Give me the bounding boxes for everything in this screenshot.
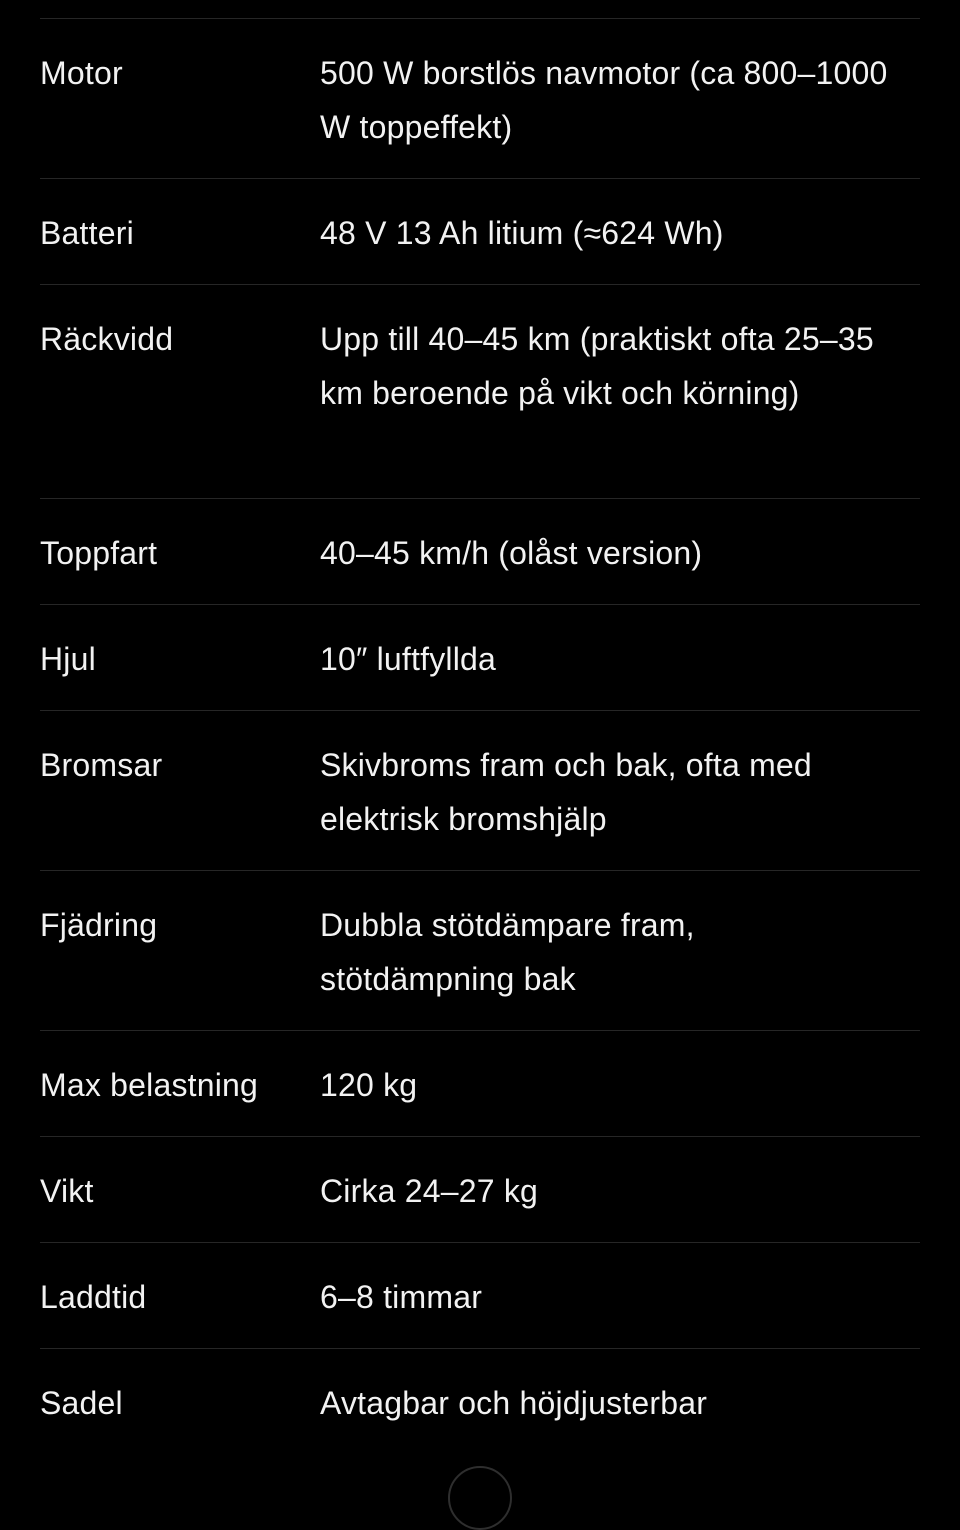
spec-value: 120 kg <box>320 1067 418 1103</box>
spec-label: Fjädring <box>40 907 158 943</box>
spec-label: Bromsar <box>40 747 163 783</box>
spec-label: Toppfart <box>40 535 158 571</box>
spec-row-laddtid <box>40 1243 920 1349</box>
spec-row-motor <box>40 19 920 179</box>
spec-value: 40–45 km/h (olåst version) <box>320 535 703 571</box>
spec-label: Max belastning <box>40 1067 259 1103</box>
spec-value: Dubbla stötdämpare fram, stötdämpning bak <box>320 907 695 997</box>
spec-value: 500 W borstlös navmotor (ca 800–1000 W toppeffekt) <box>320 55 888 145</box>
spec-label: Batteri <box>40 215 134 251</box>
scroll-down-button[interactable] <box>448 1466 512 1530</box>
spec-value: Skivbroms fram och bak, ofta med elektrisk bromshjälp <box>320 747 812 837</box>
spec-label: Laddtid <box>40 1279 147 1315</box>
spec-value: 6–8 timmar <box>320 1279 483 1315</box>
spec-label: Motor <box>40 55 123 91</box>
spec-row-vikt <box>40 1137 920 1243</box>
spec-row-sadel <box>40 1349 920 1455</box>
spec-row-max-belastning <box>40 1031 920 1137</box>
spec-row-fjadring <box>40 871 920 1031</box>
spec-row-batteri <box>40 179 920 285</box>
spec-value: 48 V 13 Ah litium (≈624 Wh) <box>320 215 724 251</box>
spec-row-hjul <box>40 605 920 711</box>
spec-label: Vikt <box>40 1173 94 1209</box>
spec-label: Sadel <box>40 1385 123 1421</box>
spec-row-bromsar <box>40 711 920 871</box>
spec-value: 10″ luftfyllda <box>320 641 497 677</box>
spec-label: Hjul <box>40 641 96 677</box>
spec-row-toppfart <box>40 499 920 605</box>
spec-value: Avtagbar och höjdjusterbar <box>320 1385 708 1421</box>
spec-row-rackvidd <box>40 285 920 499</box>
spec-value: Cirka 24–27 kg <box>320 1173 539 1209</box>
spec-value: Upp till 40–45 km (praktiskt ofta 25–35 km beroende på vikt och körning) <box>320 321 874 411</box>
spec-table <box>40 18 920 1455</box>
spec-label: Räckvidd <box>40 321 174 357</box>
